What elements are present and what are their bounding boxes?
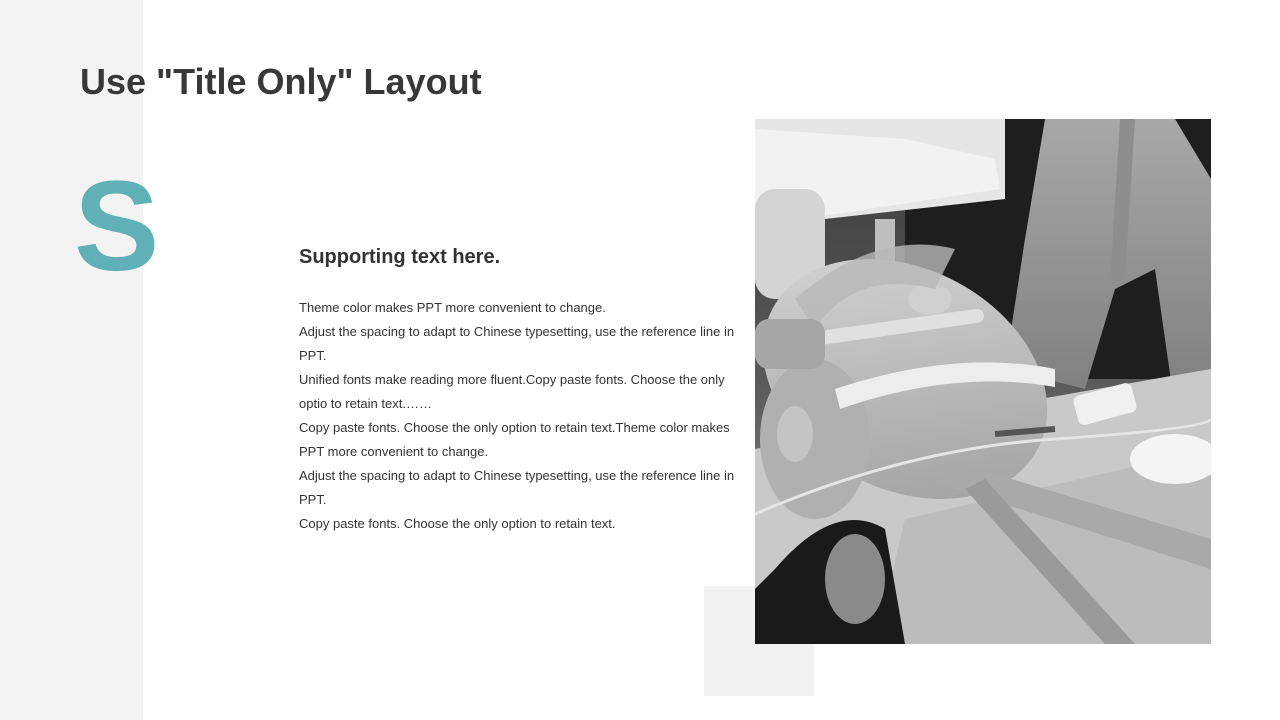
slide-title: Use "Title Only" Layout xyxy=(80,61,482,102)
body-paragraph: Unified fonts make reading more fluent.Copy paste fonts. Choose the only optio to retain text.…… xyxy=(299,372,725,411)
body-paragraph: Theme color makes PPT more convenient to change. xyxy=(299,300,606,315)
medical-manikin-photo xyxy=(755,119,1211,644)
body-text-block xyxy=(299,296,735,536)
supporting-heading: Supporting text here. xyxy=(299,246,501,268)
body-paragraph: Copy paste fonts. Choose the only option to retain text. xyxy=(299,516,616,531)
photo-illustration xyxy=(755,119,1211,644)
body-paragraph: Adjust the spacing to adapt to Chinese typesetting, use the reference line in PPT. xyxy=(299,468,735,507)
body-paragraph: Adjust the spacing to adapt to Chinese typesetting, use the reference line in PPT. xyxy=(299,324,735,363)
body-paragraph: Copy paste fonts. Choose the only option to retain text.Theme color makes PPT more convenient to change. xyxy=(299,420,730,459)
decorative-initial-letter: S xyxy=(74,155,160,298)
left-accent-band xyxy=(0,0,143,720)
